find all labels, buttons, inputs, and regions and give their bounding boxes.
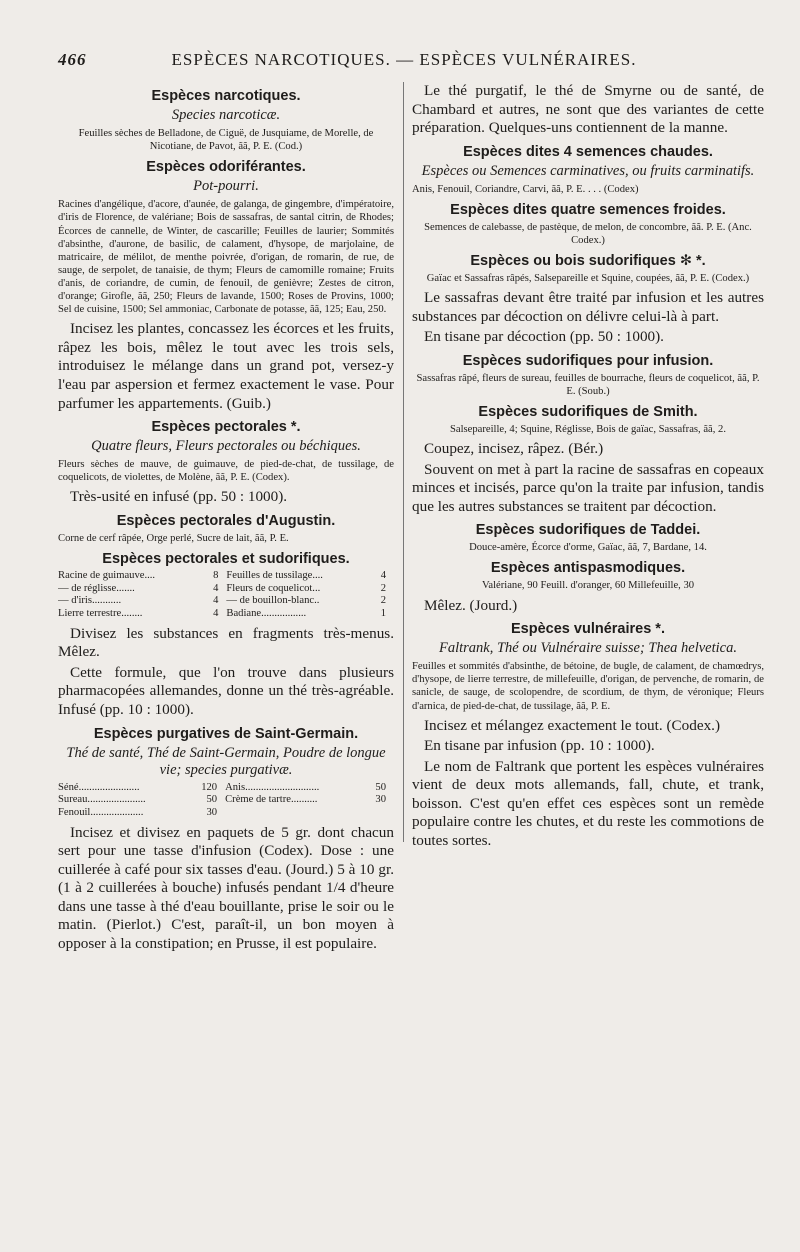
- quantity: 50: [375, 781, 386, 793]
- section-title: Espèces dites quatre semences froides.: [450, 201, 726, 218]
- body-paragraph: Incisez et mélangez exactement le tout. (Codex.): [424, 716, 721, 734]
- latin-name: Quatre fleurs, Fleurs pectorales ou béchiques.: [91, 438, 361, 455]
- body-paragraph: En tisane par décoction (pp. 50 : 1000).: [424, 328, 664, 346]
- recipe-text: Gaïac et Sassafras râpés, Salsepareille et Squine, coupées, ãã, P. E. (Codex.): [426, 273, 750, 285]
- recipe-text: Salsepareille, 4; Squine, Réglisse, Bois de gaïac, Sassafras, ãã, 2.: [450, 424, 726, 436]
- ingredient: — d'iris...........: [58, 595, 122, 607]
- latin-name: Pot-pourri.: [193, 178, 259, 195]
- quantity: 4: [213, 608, 219, 620]
- recipe-text: Feuilles et sommités d'absinthe, de bétoine, de bugle, de calament, de chamœdrys, d'hysope, de lierre terrestre, de millefeuille, d'origan, de pervenche, de romarin, de sanicle, de sauge, de scolopendre, de scordium, de thym, de véronique; Fleurs d'arnica, de pied-de-chat, de tussilage, ãã, P. E.: [412, 661, 764, 712]
- ingredient: — de bouillon-blanc..: [226, 595, 320, 607]
- ingredient: [225, 807, 366, 820]
- recipe-text: Semences de calebasse, de pastèque, de melon, de concombre, ãã. P. E. (Anc. Codex.): [424, 221, 752, 246]
- ingredient: Badiane.................: [226, 608, 307, 620]
- quantity: 2: [380, 595, 386, 607]
- section-title: Espèces dites 4 semences chaudes.: [463, 143, 713, 160]
- section-title: Espèces ou bois sudorifiques ✻ *.: [470, 253, 706, 270]
- page-header: [58, 50, 750, 76]
- section-quatre-semences-chaudes: [412, 144, 764, 196]
- quantity: 1: [380, 608, 386, 620]
- body-paragraph: Cette formule, que l'on trouve dans plusieurs pharmacopées allemandes, donne un thé très-agréable. Infusé (pp. 10 : 1000).: [58, 663, 394, 719]
- section-especes-vulneraires: [412, 621, 764, 850]
- body-paragraph: Incisez et divisez en paquets de 5 gr. dont chacun sert pour une tasse d'infusion (Codex). Dose : une cuillerée à café pour six tasses d'eau. (Jourd.) 5 à 10 gr. (1 à 2 cuillerées à bouche) infusés pendant 1/4 d'heure dans une tasse à thé d'eau bouillante, prise le soir ou le matin. (Pierlot.) C'est, paraît-il, un bon moyen à opposer à la constipation; en Prusse, il est populaire.: [58, 823, 394, 952]
- recipe-text: Racines d'angélique, d'acore, d'aunée, de galanga, de gingembre, d'impératoire, d'iris de Florence, de valériane; Bois de sassafras, de santal citrin, de Rhodes; Écorces de cannelle, de Winter, de cascarille; Feuilles de laurier; Sommités d'absinthe, d'aurone, de basilic, de calament, d'hysope, de marjolaine, de matricaire, de mélilot, de menthe poivrée, d'origan, de romarin, de rue, de sauge, de serpolet, de tanaisie, de thym; Fleurs de camomille romaine; Fruits d'anis, de coriandre, de cumin, de fenouil, de genièvre; Zestes de citron, d'orange; Girofle, ãã, 250; Fleurs de lavande, 1500; Roses de Provins, 1000; Sel de cuisine, 1500; Sel ammoniac, Carbonate de potasse, ãã, 125; Eau, 250.: [58, 199, 394, 316]
- section-title: Espèces purgatives de Saint-Germain.: [93, 725, 359, 742]
- body-paragraph: Souvent on met à part la racine de sassafras en copeaux minces et incisés, parce qu'on la traite par infusion, tandis que les autres substances se traitent par décoction.: [412, 460, 764, 515]
- section-purgatives-saint-germain: [58, 726, 394, 954]
- body-paragraph: Le thé purgatif, le thé de Smyrne ou de santé, de Chambard et autres, ne sont que des variantes de cette préparation. Quelques-uns contiennent de la manne.: [412, 82, 764, 137]
- ingredient: Lierre terrestre........: [58, 608, 143, 620]
- section-title: Espèces narcotiques.: [151, 88, 301, 104]
- section-title: Espèces sudorifiques pour infusion.: [462, 352, 714, 369]
- recipe-text: Douce-amère, Écorce d'orme, Gaïac, ãã, 7, Bardane, 14.: [469, 542, 707, 554]
- section-title: Espèces antispasmodiques.: [490, 560, 686, 577]
- table-row: [58, 794, 394, 807]
- latin-name: Faltrank, Thé ou Vulnéraire suisse; Thea helvetica.: [438, 640, 737, 657]
- section-title: Espèces pectorales et sudorifiques.: [102, 551, 350, 568]
- quantity: 50: [206, 794, 218, 806]
- right-column: [412, 82, 764, 1232]
- body-paragraph: Coupez, incisez, râpez. (Bér.): [424, 440, 604, 458]
- recipe-text: Sassafras râpé, fleurs de sureau, feuilles de bourrache, fleurs de coquelicot, ãã, P. E. (Soub.): [416, 372, 760, 397]
- table-row: [58, 595, 394, 608]
- body-paragraph: Le sassafras devant être traité par infusion et les autres substances par décoction on délivre celui-là à part.: [412, 289, 764, 325]
- quantity: 4: [380, 570, 386, 582]
- quantity: 4: [213, 582, 219, 594]
- left-column: [58, 82, 394, 1232]
- running-title: ESPÈCES NARCOTIQUES. — ESPÈCES VULNÉRAIRES.: [171, 50, 637, 69]
- quantity: [366, 807, 394, 820]
- recipe-table: [58, 570, 394, 621]
- latin-name: Thé de santé, Thé de Saint-Germain, Poudre de longue vie; species purgativæ.: [66, 744, 386, 778]
- body-paragraph: En tisane par infusion (pp. 10 : 1000).: [424, 737, 655, 755]
- column-divider: [403, 82, 404, 842]
- section-title: Espèces sudorifiques de Taddei.: [475, 522, 701, 539]
- quantity: 4: [213, 595, 219, 607]
- ingredient: Séné.......................: [58, 781, 140, 793]
- section-pectorales-augustin: [58, 513, 394, 545]
- body-paragraph: Très-usité en infusé (pp. 50 : 1000).: [70, 488, 288, 506]
- ingredient: Anis............................: [225, 781, 320, 793]
- latin-name: Species narcoticæ.: [171, 107, 281, 123]
- ingredient: Fenouil....................: [58, 806, 144, 818]
- page-number: 466: [58, 50, 87, 69]
- ingredient: Feuilles de tussilage....: [226, 570, 323, 582]
- table-row: [58, 807, 394, 820]
- section-sudorifiques-taddei: [412, 522, 764, 554]
- section-antispasmodiques: [412, 560, 764, 615]
- body-paragraph: Incisez les plantes, concassez les écorces et les fruits, râpez les bois, mêlez le tout avec les trois sels, introduisez le mélange dans un grand pot, versez-y l'eau par aspersion et fermez exactement le vase. Pour parfumer les appartements. (Guib.): [58, 320, 394, 412]
- recipe-text: Corne de cerf râpée, Orge perlé, Sucre de lait, ãã, P. E.: [58, 532, 289, 544]
- recipe-text: Fleurs sèches de mauve, de guimauve, de pied-de-chat, de tussilage, de coquelicots, de violettes, de Molène, ãã, P. E. (Codex).: [58, 459, 394, 484]
- quantity: 8: [213, 570, 219, 582]
- recipe-text: Valériane, 90 Feuill. d'oranger, 60 Millefeuille, 30: [481, 580, 695, 592]
- ingredient: Crème de tartre..........: [225, 794, 318, 806]
- ingredient: Racine de guimauve....: [58, 570, 156, 582]
- quantity: 120: [201, 781, 218, 793]
- section-sudorifiques-smith: [412, 404, 764, 516]
- section-title: Espèces pectorales *.: [151, 419, 301, 436]
- body-paragraph: Le nom de Faltrank que portent les espèces vulnéraires vient de deux mots allemands, fall, chute, et trank, boisson. C'est qu'en effet ces espèces sont un remède populaire contre les chutes, et du reste les commotions de toutes sortes.: [412, 757, 764, 849]
- table-row: [58, 782, 394, 795]
- recipe-text: Feuilles sèches de Belladone, de Ciguë, de Jusquiame, de Morelle, de Nicotiane, de Pavot, ãã, P. E. (Cod.): [78, 128, 374, 153]
- ingredient: — de réglisse.......: [58, 582, 135, 594]
- section-sudorifiques-infusion: [412, 353, 764, 398]
- table-row: [58, 583, 394, 596]
- recipe-text: Anis, Fenouil, Coriandre, Carvi, ãã, P. E. . . . (Codex): [412, 183, 639, 195]
- section-title: Espèces pectorales d'Augustin.: [116, 512, 336, 529]
- latin-name: Espèces ou Semences carminatives, ou fruits carminatifs.: [421, 162, 755, 179]
- section-title: Espèces odoriférantes.: [146, 159, 306, 176]
- recipe-table: [58, 782, 394, 820]
- table-row: [58, 570, 394, 583]
- section-title: Espèces vulnéraires *.: [511, 621, 665, 638]
- quantity: 30: [206, 806, 218, 818]
- body-paragraph: Mêlez. (Jourd.): [424, 596, 518, 614]
- quantity: 2: [380, 582, 386, 594]
- section-especes-narcotiques: [58, 88, 394, 153]
- quantity: 30: [375, 794, 386, 806]
- section-bois-sudorifiques: [412, 253, 764, 347]
- body-paragraph: Divisez les substances en fragments très-menus. Mêlez.: [58, 624, 394, 661]
- section-quatre-semences-froides: [412, 202, 764, 247]
- ingredient: Sureau......................: [58, 794, 146, 806]
- section-especes-pectorales: [58, 419, 394, 507]
- section-title: Espèces sudorifiques de Smith.: [478, 404, 698, 421]
- section-pectorales-sudorifiques: [58, 551, 394, 720]
- table-row: [58, 608, 394, 621]
- ingredient: Fleurs de coquelicot...: [226, 582, 321, 594]
- section-especes-odoriferantes: [58, 159, 394, 413]
